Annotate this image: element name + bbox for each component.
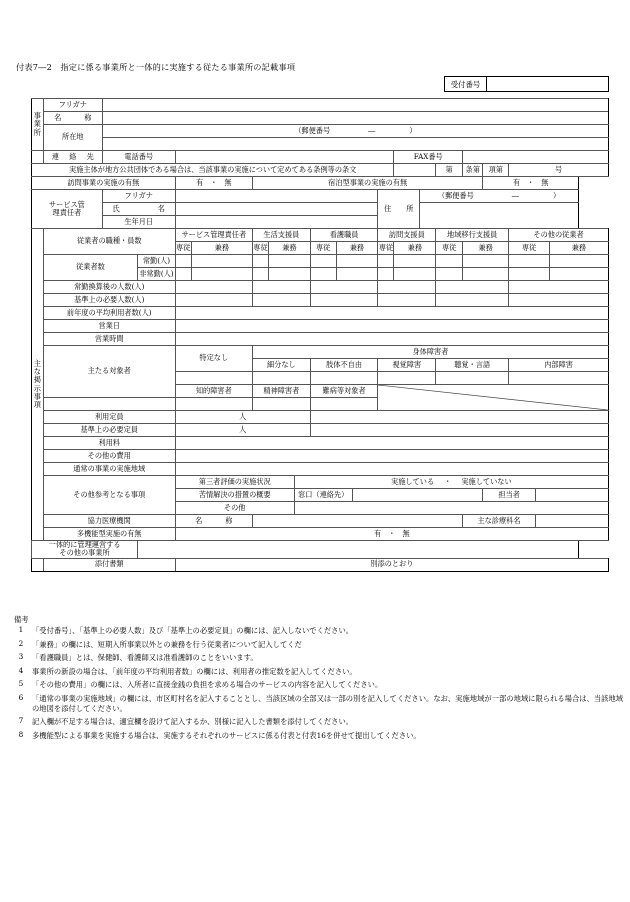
row-other-cost [32,450,609,463]
row-attachment [32,558,609,571]
fee-label: 利用料 [43,437,175,450]
attachment-label: 添付書類 [43,558,175,571]
staff-cell-0-11[interactable] [549,255,608,268]
other-cost-input[interactable] [175,450,608,463]
staff-cell-0-2[interactable] [252,255,268,268]
row-staff-header [32,229,609,242]
required-cell-2 [310,294,378,307]
other-reference-label: その他 [175,502,294,515]
staff-cell-1-4[interactable] [310,268,336,281]
manager-furigana-input[interactable] [175,190,378,203]
receipt-number-label: 受付番号 [445,77,487,91]
note-number: 1 [18,625,24,635]
fax-input[interactable] [463,151,609,164]
target-check-no-spec[interactable] [175,372,252,385]
row-manager-name [32,203,609,216]
required-cell-0 [175,294,252,307]
main-vertical-label: 主な掲示事項 [32,229,44,541]
office-address-label: 所在地 [43,125,102,151]
staff-cell-0-4[interactable] [310,255,336,268]
row-office-name [32,112,609,125]
converted-cell-3[interactable] [378,281,436,294]
third-party-sep: ・ [444,476,452,486]
staff-count-group-label: 従業者数 [43,255,137,281]
row-service-area [32,463,609,476]
row-required-count [32,294,609,307]
staff-fulltime-label: 常勤(人) [138,255,176,268]
sub-col-1b: 兼務 [268,242,310,255]
office-name-label: 名 称 [43,112,102,125]
contact-label: 連 絡 先 [43,151,102,164]
multifunction-choice[interactable] [175,528,608,541]
converted-cell-2[interactable] [310,281,378,294]
third-party-label: 第三者評価の実施状況 [175,476,294,489]
row-office-contact [32,151,609,164]
staff-cell-1-5[interactable] [336,268,378,281]
tel-input[interactable] [175,151,394,164]
office-postal-code[interactable] [102,125,608,138]
row-third-party [32,476,609,489]
staff-cell-0-0[interactable] [175,255,191,268]
third-party-no[interactable]: 実施していない [461,476,512,486]
target-label: 主たる対象者 [43,346,175,398]
sub-col-3b: 兼務 [394,242,436,255]
staff-cell-1-1[interactable] [191,268,252,281]
converted-cell-1[interactable] [252,281,310,294]
office-furigana-input[interactable] [102,99,608,112]
integrated-line2: その他の事業所 [59,548,110,558]
receipt-number-input[interactable] [487,77,608,91]
overnight-dot: ・ [527,177,535,187]
row-required-capacity [32,424,609,437]
postal-suffix: ） [409,125,417,135]
notes-section [10,616,625,744]
ordinance-unit-1: 第 [436,164,463,177]
overnight-business-label: 宿泊型事業の実施の有無 [252,177,483,190]
job-category-3: 訪問支援員 [378,229,436,242]
manager-name-label: 氏 名 [102,203,175,216]
overnight-no[interactable]: 無 [541,177,549,187]
tel-label: 電話番号 [102,151,175,164]
window-label: 窓口（連絡先） [294,489,352,502]
required-count-label: 基準上の必要人数(人) [43,294,175,307]
main-vertical-label-bottom [32,558,44,571]
sub-col-4a: 専従 [436,242,463,255]
row-business-hours [32,333,609,346]
note-number: 6 [18,692,24,702]
note-number: 3 [18,652,24,662]
business-hours-label: 営業時間 [43,333,175,346]
sub-col-5a: 専従 [509,242,550,255]
note-number: 5 [18,679,24,689]
manager-postal-suffix: ） [552,190,561,200]
postal-prefix: （郵便番号 [294,125,331,135]
other-cost-label: その他の費用 [43,450,175,463]
sub-col-4b: 兼務 [463,242,509,255]
fax-label: FAX番号 [394,151,463,164]
staff-cell-0-7[interactable] [394,255,436,268]
person-input[interactable] [535,489,608,502]
row-integrated-office [32,541,609,559]
row-hospital [32,515,609,528]
note-text: 多機能型による事業を実施する場合は、実施するそれぞれのサービスに係る付表と付表16を併せて提出してください。 [32,730,421,740]
note-text: 「看護職員」とは、保健師、看護師又は准看護師のことをいいます。 [32,653,258,663]
attachment-value: 別添のとおり [175,558,608,571]
ordinance-unit-4: 号 [509,164,609,177]
converted-count-label: 常勤換算後の人数(人) [43,281,175,294]
person-label: 担当者 [483,489,536,502]
manager-furigana-label: フリガナ [102,190,175,203]
row-office-address [32,125,609,138]
manager-label-line2: 理責任者 [52,208,82,217]
note-item [10,626,625,636]
manager-postal-dash: ― [511,190,519,200]
other-target-1: 精神障害者 [252,385,310,398]
manager-birth-input[interactable] [175,216,378,229]
row-manager-furigana [32,190,609,203]
other-target-0: 知的障害者 [175,385,252,398]
required-capacity-input: 人 [175,424,310,437]
dept-input[interactable] [535,515,608,528]
manager-name-input[interactable] [175,203,378,216]
converted-cell-5[interactable] [509,281,609,294]
sub-col-2a: 専従 [310,242,336,255]
target-check-other-1[interactable] [252,398,310,411]
window-input[interactable] [352,489,483,502]
receipt-number-box [444,76,609,92]
other-reference-input[interactable] [294,502,608,515]
ordinance-input[interactable] [394,164,436,177]
row-avg-users [32,307,609,320]
hospital-label: 協力医療機関 [43,515,175,528]
office-name-input[interactable] [102,112,608,125]
row-target-physical-head [32,346,609,359]
note-text: 事業所の新設の場合は、「前年度の平均利用者数」の欄には、利用者の推定数を記入してください。 [32,666,357,676]
visit-business-choice[interactable] [175,177,252,190]
note-number: 8 [18,729,24,739]
converted-cell-0[interactable] [175,281,252,294]
manager-postal-prefix: （郵便番号 [437,190,474,200]
sub-col-5b: 兼務 [549,242,608,255]
staff-cell-1-0[interactable] [175,268,191,281]
note-item [10,640,625,650]
staff-cell-1-8[interactable] [436,268,463,281]
physical-sub-1: 肢体不自由 [310,359,378,372]
staff-cell-0-10[interactable] [509,255,550,268]
multifunction-label: 多機能型実施の有無 [43,528,175,541]
physical-sub-4: 内部障害 [509,359,609,372]
dept-label: 主な診療科名 [463,515,536,528]
note-number: 7 [18,716,24,726]
row-visit-overnight [32,177,609,190]
target-no-spec: 特定なし [175,346,252,372]
note-item [10,653,625,663]
visit-yes[interactable]: 有 [196,177,204,187]
staff-cell-1-9[interactable] [463,268,509,281]
required-cell-5 [509,294,609,307]
staff-cell-0-5[interactable] [336,255,378,268]
staff-cell-0-8[interactable] [436,255,463,268]
job-category-4: 地域移行支援員 [436,229,509,242]
office-address-input[interactable] [102,138,608,151]
business-day-input[interactable] [175,320,608,333]
staff-cell-1-7[interactable] [394,268,436,281]
staff-cell-1-11[interactable] [549,268,608,281]
postal-dash: ― [368,125,376,135]
business-hours-input[interactable] [175,333,608,346]
capacity-rest [310,411,608,424]
hospital-name-label: 名 称 [175,515,252,528]
job-category-0: サービス管理責任者 [175,229,252,242]
staff-cell-1-2[interactable] [252,268,268,281]
integrated-office-label [32,541,138,559]
required-capacity-rest [310,424,608,437]
target-check-phys-3[interactable] [436,372,509,385]
physical-sub-2: 視覚障害 [378,359,436,372]
row-business-day [32,320,609,333]
note-text: 記入欄が不足する場合は、適宜欄を設けて記入するか、別様に記入した書類を添付してください。 [32,717,354,727]
manager-address-label: 住 所 [378,190,420,229]
target-check-phys-4[interactable] [509,372,609,385]
row-converted-count [32,281,609,294]
target-label-spacer [43,398,175,411]
service-area-label: 通常の事業の実施地域 [43,463,175,476]
target-check-phys-2[interactable] [378,372,436,385]
target-check-phys-0[interactable] [252,372,310,385]
physical-sub-0: 細分なし [252,359,310,372]
manager-label-line1: サービス管 [48,199,85,209]
service-area-input[interactable] [175,463,608,476]
job-category-5: その他の従業者 [509,229,609,242]
note-text: 「その他の費用」の欄には、入所者に直接金銭の負担を求める場合のサービスの内容を記入してください。 [32,680,383,690]
ordinance-label: 実施主体が地方公共団体である場合は、当該事業の実施について定めてある条例等の条文 [32,164,394,177]
row-ordinance [32,164,609,177]
staff-cell-0-1[interactable] [191,255,252,268]
third-party-choice[interactable] [294,476,608,489]
sub-col-1a: 専従 [252,242,268,255]
physical-sub-3: 聴覚・言語 [436,359,509,372]
note-item [10,667,625,677]
target-check-other-0[interactable] [175,398,252,411]
ordinance-unit-2: 条第 [463,164,483,177]
form-table [31,98,609,572]
converted-cell-4[interactable] [436,281,509,294]
avg-users-input[interactable] [175,307,608,320]
required-cell-1 [252,294,310,307]
complaint-label: 苦情解決の措置の概要 [175,489,294,502]
capacity-input[interactable]: 人 [175,411,310,424]
physical-group-label: 身体障害者 [252,346,608,359]
multifunction-no[interactable]: 無 [402,528,410,538]
note-number: 4 [18,665,24,675]
row-office-furigana [32,99,609,112]
staff-cell-1-3[interactable] [268,268,310,281]
note-item [10,731,625,741]
sub-col-3a: 専従 [378,242,394,255]
integrated-line1: 一体的に管理運営する [48,540,121,549]
staff-cell-0-6[interactable] [378,255,394,268]
visit-business-label: 訪問事業の実施の有無 [32,177,176,190]
visit-dot: ・ [210,177,218,187]
capacity-label: 利用定員 [43,411,175,424]
sub-col-0a: 専従 [175,242,191,255]
row-office-address-value [32,138,609,151]
note-number: 2 [18,638,24,648]
target-diagonal-strike [378,385,609,411]
row-capacity [32,411,609,424]
multifunction-yes[interactable]: 有 [374,528,382,538]
staff-cell-0-3[interactable] [268,255,310,268]
target-check-phys-1[interactable] [310,372,378,385]
required-cell-3 [378,294,436,307]
page-title: 付表7―2 指定に係る事業所と一体的に実施する従たる事業所の記載事項 [16,62,296,72]
office-vertical-label: 事業所 [32,99,44,151]
other-target-2: 難病等対象者 [310,385,378,398]
ordinance-unit-3: 項第 [483,164,509,177]
required-cell-4 [436,294,509,307]
staff-cell-1-6[interactable] [378,268,394,281]
target-check-other-2[interactable] [310,398,378,411]
note-text: 「受付番号」、「基準上の必要人数」及び「基準上の必要定員」の欄には、記入しないでください。 [32,626,354,636]
staff-table-header-label: 従業者の職種・員数 [43,229,175,255]
reference-label: その他参考となる事項 [43,476,175,515]
note-text: 「通常の事業の実施地域」の欄には、市区町村名を記入することとし、当該区域の全部又は一部の別を記入してください。なお、実施地域が一部の地域に限られる場合は、当該地域の地図を添付してください。 [32,693,624,713]
row-multifunction [32,528,609,541]
note-item [10,694,625,714]
job-category-1: 生活支援員 [252,229,310,242]
job-category-2: 看護職員 [310,229,378,242]
third-party-yes[interactable]: 実施している [391,476,435,486]
sub-col-2b: 兼務 [336,242,378,255]
overnight-business-choice[interactable] [483,177,578,190]
office-furigana-label: フリガナ [43,99,102,112]
required-capacity-label: 基準上の必要定員 [43,424,175,437]
integrated-office-input[interactable] [138,541,579,559]
hospital-name-input[interactable] [252,515,462,528]
business-day-label: 営業日 [43,320,175,333]
row-fee [32,437,609,450]
manager-birth-label: 生年月日 [102,216,175,229]
note-item [10,680,625,690]
manager-address-input[interactable] [420,203,579,229]
staff-cell-1-10[interactable] [509,268,550,281]
note-item [10,717,625,727]
sub-col-0b: 兼務 [191,242,252,255]
overnight-yes[interactable]: 有 [512,177,521,187]
manager-label [32,190,103,229]
visit-no[interactable]: 無 [224,177,232,187]
manager-postal-code[interactable] [420,190,579,203]
staff-parttime-label: 非常勤(人) [138,268,176,281]
office-vertical-label-bottom [32,151,44,164]
multifunction-dot: ・ [388,528,396,538]
row-staff-fulltime [32,255,609,268]
fee-input[interactable] [175,437,608,450]
main-form [31,98,609,572]
notes-title: 備考 [14,615,29,624]
note-text: 「兼務」の欄には、短期入所事業以外との兼務を行う従業者について記入してくだ [32,639,302,649]
staff-cell-0-9[interactable] [463,255,509,268]
avg-users-label: 前年度の平均利用者数(人) [43,307,175,320]
